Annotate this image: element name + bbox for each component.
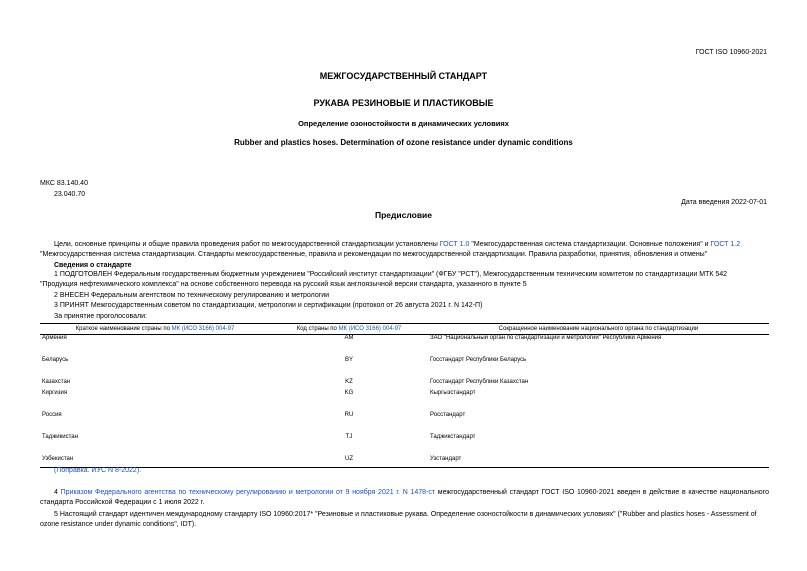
preface-paragraph xyxy=(40,240,769,260)
preface-text-cont: "Межгосударственная система стандартизации. Стандарты межгосударственные, правила и рекомендации по межгосударственной стандартизации. Правила разработки, принятия, обновления и отмены" xyxy=(40,251,708,258)
table-row xyxy=(40,357,769,368)
country-cell xyxy=(40,445,270,456)
country-cell xyxy=(40,346,270,357)
item-4-number: 4 xyxy=(54,489,61,496)
standard-heading: МЕЖГОСУДАРСТВЕННЫЙ СТАНДАРТ xyxy=(319,71,488,81)
table-row xyxy=(40,445,769,456)
country-cell: Армения xyxy=(42,335,67,341)
body-cell xyxy=(428,346,769,357)
body-cell: Таджикстандарт xyxy=(430,434,476,440)
body-cell xyxy=(428,401,769,412)
body-cell: Узстандарт xyxy=(428,456,769,468)
table-row xyxy=(40,346,769,357)
country-cell xyxy=(40,368,270,379)
body-cell xyxy=(428,445,769,456)
gost-1-2-link[interactable]: ГОСТ 1.2 xyxy=(710,241,741,248)
document-title: РУКАВА РЕЗИНОВЫЕ И ПЛАСТИКОВЫЕ xyxy=(313,98,494,108)
item-2: 2 ВНЕСЕН Федеральным агентством по техническому регулированию и метрологии xyxy=(54,292,330,299)
preface-text: "Межгосударственная система стандартизации. Основные положения" и xyxy=(471,241,709,248)
code-cell: UZ xyxy=(270,456,428,468)
table-header-row xyxy=(40,324,769,335)
code-cell xyxy=(270,346,428,357)
code-cell: RU xyxy=(344,412,354,418)
code-cell xyxy=(270,401,428,412)
table-header-country xyxy=(40,324,270,335)
body-cell: Госстандарт Республики Казахстан xyxy=(430,379,529,385)
amendment-link[interactable]: (Поправка. ИУС N 8-2022). xyxy=(54,467,142,474)
table-header-code xyxy=(270,324,428,335)
preface-title: Предисловие xyxy=(374,210,433,220)
mks-code: МКС 83.140.40 xyxy=(40,180,88,187)
country-cell xyxy=(40,423,270,434)
preface-text: Цели, основные принципы и общие правила проведения работ по межгосударственной стандартизации установлены xyxy=(54,241,438,248)
document-subtitle: Определение озоностойкости в динамических условиях xyxy=(298,119,509,128)
table-row xyxy=(40,335,769,347)
item-1-line1: 1 ПОДГОТОВЛЕН Федеральным государственным бюджетным учреждением "Российский институт стандартизации" (ФГБУ "РСТ"), Межгосударственным техническим комитетом по стандартизации МТК 542 xyxy=(54,271,728,278)
country-cell xyxy=(40,401,270,412)
country-cell: Россия xyxy=(42,412,62,418)
table-row xyxy=(40,434,769,445)
code-cell xyxy=(270,445,428,456)
mk-iso-link[interactable]: МК (ИСО 3166) 004-97 xyxy=(338,326,402,332)
table-row xyxy=(40,401,769,412)
body-cell: Госстандарт Республики Беларусь xyxy=(430,357,527,363)
item-1 xyxy=(40,270,769,290)
mk-iso-link[interactable]: МК (ИСО 3166) 004-97 xyxy=(171,326,235,332)
body-cell xyxy=(428,368,769,379)
voting-table xyxy=(40,323,769,468)
table-row xyxy=(40,379,769,390)
country-cell: Киргизия xyxy=(42,390,68,396)
header-text: Краткое наименование страны по xyxy=(75,326,172,332)
item-5: 5 Настоящий стандарт идентичен международному стандарту ISO 10960:2017* "Резиновые и пластиковые рукава. Определение озоностойкости в динамических условиях" ("Rubber and plastics hoses - Assessment of ozone resistance under dynamic conditions", IDT). xyxy=(40,511,757,528)
document-code: ГОСТ ISO 10960-2021 xyxy=(695,49,767,56)
body-cell: Кыргызстандарт xyxy=(430,390,476,396)
code-cell: BY xyxy=(344,357,353,363)
mks-code-second: 23.040.70 xyxy=(54,191,86,198)
code-cell: KZ xyxy=(345,379,353,385)
item-4-text: межгосударственный стандарт ГОСТ ISO 10960-2021 введен в действие в качестве национального стандарта Российской Федерации с 1 июля 2022 г. xyxy=(40,489,769,506)
order-link[interactable]: Приказом Федерального агентства по техническому регулированию и метрологии от 9 ноября 2021 г. N 1478-ст xyxy=(60,489,436,496)
body-cell xyxy=(428,423,769,434)
country-cell: Узбекистан xyxy=(40,456,270,468)
code-cell xyxy=(270,368,428,379)
item-3: 3 ПРИНЯТ Межгосударственным советом по стандартизации, метрологии и сертификации (протокол от 26 августа 2021 г. N 142-П) xyxy=(54,302,483,309)
table-row xyxy=(40,423,769,434)
code-cell: KG xyxy=(344,390,354,396)
code-cell xyxy=(270,423,428,434)
info-heading: Сведения о стандарте xyxy=(54,262,132,269)
table-row xyxy=(40,390,769,401)
header-text: Код страны по xyxy=(296,326,339,332)
item-1-line2: "Продукция нефтехимического комплекса" на основе собственного перевода на русский язык англоязычной версии стандарта, указанного в пункте 5 xyxy=(40,281,527,288)
country-cell: Казахстан xyxy=(42,379,71,385)
item-4 xyxy=(40,488,769,508)
code-cell: AM xyxy=(344,335,354,341)
table-header-body: Сокращенное наименование национального органа по стандартизации xyxy=(428,324,769,335)
classification-codes xyxy=(40,178,88,200)
body-cell: Росстандарт xyxy=(430,412,466,418)
table-row xyxy=(40,412,769,423)
table-row xyxy=(40,368,769,379)
voted-label: За принятие проголосовали: xyxy=(54,313,147,320)
country-cell: Беларусь xyxy=(42,357,69,363)
table-row xyxy=(40,456,769,468)
country-cell: Таджикистан xyxy=(42,434,78,440)
code-cell: TJ xyxy=(345,434,353,440)
introduction-date: Дата введения 2022-07-01 xyxy=(681,199,767,206)
document-title-english: Rubber and plastics hoses. Determination of ozone resistance under dynamic conditions xyxy=(234,138,573,147)
body-cell: ЗАО "Национальный орган по стандартизации и метрологии" Республики Армения xyxy=(430,335,662,341)
gost-1-0-link[interactable]: ГОСТ 1.0 xyxy=(439,241,470,248)
